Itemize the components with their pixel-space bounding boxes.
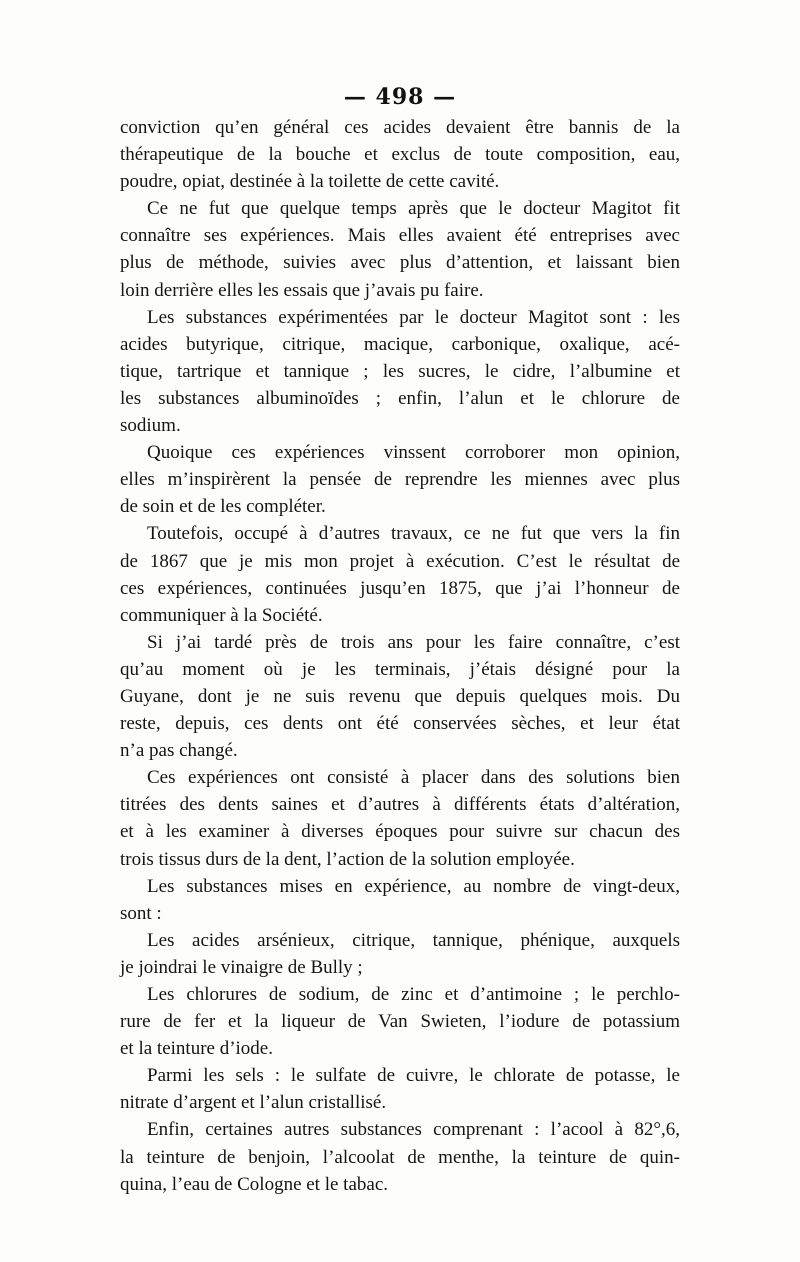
paragraph-3 <box>120 304 680 439</box>
paragraph-5 <box>120 520 680 628</box>
paragraph-4 <box>120 439 680 520</box>
paragraph-6 <box>120 629 680 764</box>
text-line: Quoique ces expériences vinssent corroborer mon opinion, <box>147 442 680 464</box>
text-line: Les substances expérimentées par le docteur Magitot sont : les <box>147 306 680 328</box>
text-line: Ces expériences ont consisté à placer dans des solutions bien <box>147 767 680 789</box>
paragraph-12 <box>120 1116 680 1197</box>
text-line: quina, l’eau de Cologne et le tabac. <box>120 1173 389 1195</box>
text-line: n’a pas changé. <box>120 740 238 762</box>
text-line: trois tissus durs de la dent, l’action de la solution employée. <box>120 848 575 870</box>
text-line: reste, depuis, ces dents ont été conservées sèches, et leur état <box>120 713 680 735</box>
text-line: Enfin, certaines autres substances comprenant : l’acool à 82°,6, <box>147 1119 680 1141</box>
text-line: Les acides arsénieux, citrique, tannique, phénique, auxquels <box>147 929 680 951</box>
text-line: Les substances mises en expérience, au nombre de vingt-deux, <box>147 875 680 897</box>
text-line: la teinture de benjoin, l’alcoolat de menthe, la teinture de quin- <box>120 1146 680 1168</box>
paragraph-7 <box>120 764 680 872</box>
text-line: je joindrai le vinaigre de Bully ; <box>120 956 363 978</box>
text-line: Guyane, dont je ne suis revenu que depuis quelques mois. Du <box>120 685 680 707</box>
paragraph-2 <box>120 195 680 303</box>
text-line: et à les examiner à diverses époques pour suivre sur chacun des <box>120 821 680 843</box>
text-line: communiquer à la Société. <box>120 604 323 626</box>
text-line: loin derrière elles les essais que j’avais pu faire. <box>120 279 484 301</box>
text-line: Les chlorures de sodium, de zinc et d’antimoine ; le perchlo- <box>147 984 680 1005</box>
text-line: sont : <box>120 902 162 924</box>
text-line: Parmi les sels : le sulfate de cuivre, le chlorate de potasse, le <box>147 1065 680 1087</box>
text-line: Toutefois, occupé à d’autres travaux, ce ne fut que vers la fin <box>147 523 680 545</box>
paragraph-9 <box>120 927 680 981</box>
text-line: acides butyrique, citrique, macique, carbonique, oxalique, acé- <box>120 333 680 355</box>
text-line: plus de méthode, suivies avec plus d’attention, et laissant bien <box>120 252 680 274</box>
text-line: de 1867 que je mis mon projet à exécution. C’est le résultat de <box>120 550 680 572</box>
text-line: Ce ne fut que quelque temps après que le docteur Magitot fit <box>147 198 680 220</box>
text-line: conviction qu’en général ces acides devaient être bannis de la <box>120 117 680 138</box>
text-line: nitrate d’argent et l’alun cristallisé. <box>120 1092 387 1114</box>
body-text <box>120 114 680 1198</box>
text-line: de soin et de les compléter. <box>120 496 326 518</box>
text-line: thérapeutique de la bouche et exclus de toute composition, eau, <box>120 144 680 166</box>
page-number: — 498 — <box>343 84 457 110</box>
text-line: et la teinture d’iode. <box>120 1038 273 1060</box>
text-line: qu’au moment où je les terminais, j’étais désigné pour la <box>120 658 680 680</box>
text-line: sodium. <box>120 415 181 437</box>
text-line: elles m’inspirèrent la pensée de reprendre les miennes avec plus <box>120 469 680 491</box>
text-line: poudre, opiat, destinée à la toilette de cette cavité. <box>120 171 500 193</box>
paragraph-10 <box>120 981 680 1062</box>
text-line: Si j’ai tardé près de trois ans pour les faire connaître, c’est <box>147 631 680 653</box>
paragraph-8 <box>120 873 680 927</box>
text-line: rure de fer et la liqueur de Van Swieten, l’iodure de potassium <box>120 1011 680 1033</box>
text-line: les substances albuminoïdes ; enfin, l’alun et le chlorure de <box>120 387 680 409</box>
paragraph-1 <box>120 114 680 195</box>
paragraph-11 <box>120 1062 680 1116</box>
text-line: titrées des dents saines et d’autres à différents états d’altération, <box>120 794 680 816</box>
text-line: ces expériences, continuées jusqu’en 1875, que j’ai l’honneur de <box>120 577 680 599</box>
text-line: connaître ses expériences. Mais elles avaient été entreprises avec <box>120 225 680 247</box>
text-line: tique, tartrique et tannique ; les sucres, le cidre, l’albumine et <box>120 360 680 382</box>
